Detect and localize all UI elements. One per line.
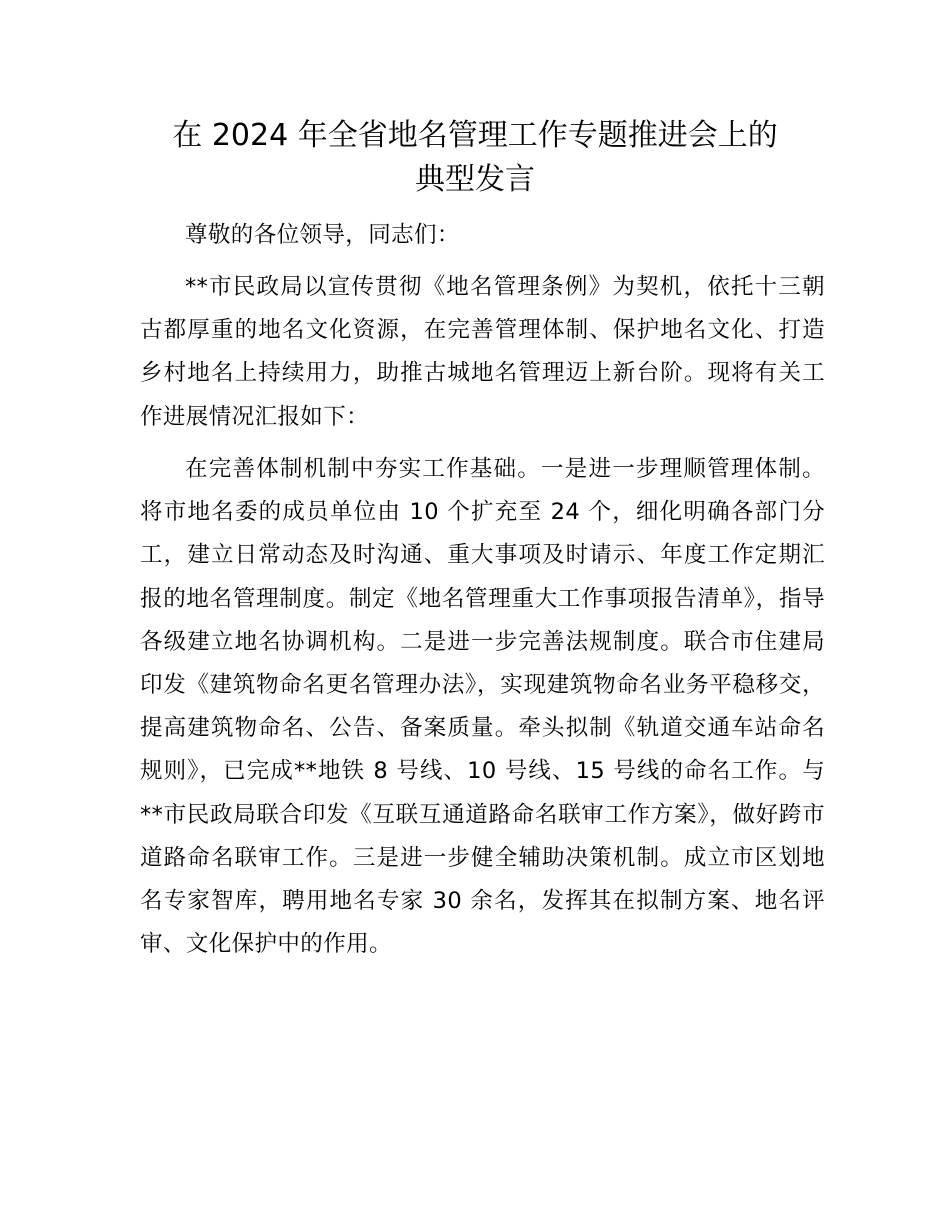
paragraph-system-mechanism: 在完善体制机制中夯实工作基础。一是进一步理顺管理体制。将市地名委的成员单位由 10 个扩充至 24 个，细化明确各部门分工，建立日常动态及时沟通、重大事项及时请示、年度工作定期汇报的地名管理制度。制定《地名管理重大工作事项报告清单》，指导各级建立地名协调机构。二是进一步完善法规制度。联合市住建局印发《建筑物命名更名管理办法》，实现建筑物命名业务平稳移交，提高建筑物命名、公告、备案质量。牵头拟制《轨道交通车站命名规则》，已完成**地铁 8 号线、10 号线、15 号线的命名工作。与**市民政局联合印发《互联互通道路命名联审工作方案》，做好跨市道路命名联审工作。三是进一步健全辅助决策机制。成立市区划地名专家智库，聘用地名专家 30 余名，发挥其在拟制方案、地名评审、文化保护中的作用。	[140, 456, 825, 958]
paragraph-intro: **市民政局以宣传贯彻《地名管理条例》为契机，依托十三朝古都厚重的地名文化资源，在完善管理体制、保护地名文化、打造乡村地名上持续用力，助推古城地名管理迈上新台阶。现将有关工作进展情况汇报如下：	[140, 274, 825, 430]
document-title-line-2: 典型发言	[415, 162, 535, 197]
greeting: 尊敬的各位领导，同志们：	[185, 222, 460, 248]
document-title-line-1: 在 2024 年全省地名管理工作专题推进会上的	[172, 118, 778, 153]
